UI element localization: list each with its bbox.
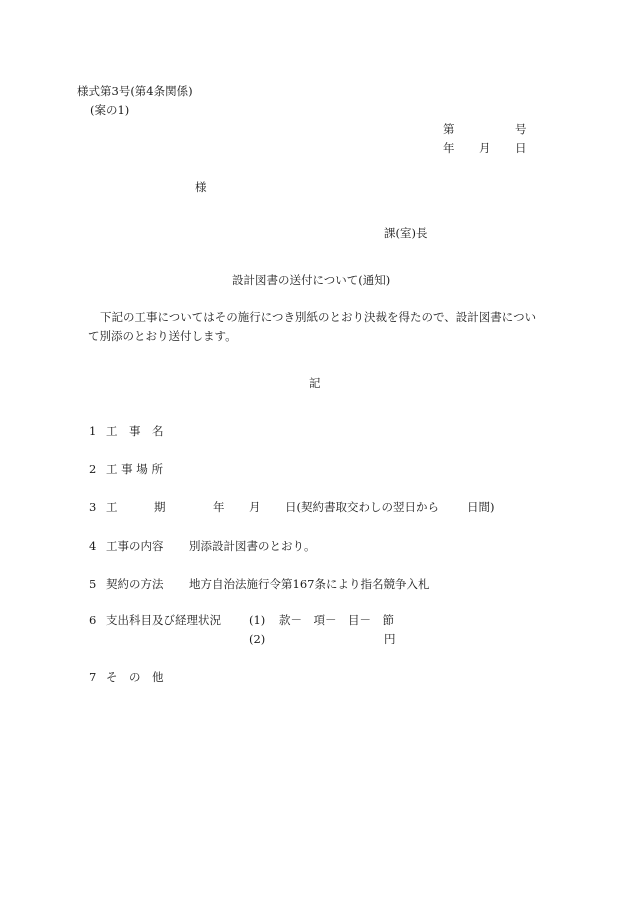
item-3-days: 日間) — [467, 500, 495, 514]
item-3-label: 工 — [106, 500, 118, 514]
item-1-label: 工 事 名 — [106, 424, 164, 438]
form-number: 様式第3号(第4条関係) — [77, 84, 193, 98]
date-month: 月 — [479, 141, 491, 155]
draft-number: (案の1) — [90, 103, 130, 117]
item-6-sub1-value: 款－ 項－ 目－ 節 — [279, 613, 394, 627]
item-3-month: 月 — [249, 500, 261, 514]
item-5-label: 契約の方法 — [106, 577, 164, 591]
sender-title: 課(室)長 — [384, 226, 428, 240]
item-7-number: 7 — [89, 670, 97, 684]
item-4-label: 工事の内容 — [106, 539, 164, 553]
item-3-rest: 日(契約書取交わしの翌日から — [285, 500, 439, 514]
doc-number-prefix: 第 — [443, 122, 455, 136]
body-line-2: て別添のとおり送付します。 — [88, 329, 237, 343]
body-line-1: 下記の工事についてはその施行につき別紙のとおり決裁を得たので、設計図書につい — [100, 310, 537, 324]
item-5-number: 5 — [89, 577, 97, 591]
item-6-number: 6 — [89, 613, 97, 627]
ki-heading: 記 — [309, 376, 321, 390]
item-6-label: 支出科目及び経理状況 — [106, 613, 221, 627]
recipient-honorific: 様 — [195, 180, 207, 194]
item-6-sub2-unit: 円 — [384, 632, 396, 646]
item-2-number: 2 — [89, 462, 97, 476]
item-1-number: 1 — [89, 424, 97, 438]
item-6-sub1-number: (1) — [249, 613, 266, 627]
item-6-sub2-number: (2) — [249, 632, 266, 646]
item-2-label: 工 事 場 所 — [106, 462, 163, 476]
doc-number-suffix: 号 — [515, 122, 527, 136]
item-5-value: 地方自治法施行令第167条により指名競争入札 — [189, 577, 430, 591]
item-3-year: 年 — [213, 500, 225, 514]
document-title: 設計図書の送付について(通知) — [232, 273, 391, 287]
item-3-label-2: 期 — [154, 500, 166, 514]
date-year: 年 — [443, 141, 455, 155]
item-4-value: 別添設計図書のとおり。 — [189, 539, 316, 553]
date-day: 日 — [515, 141, 527, 155]
item-4-number: 4 — [89, 539, 97, 553]
item-3-number: 3 — [89, 500, 97, 514]
item-7-label: そ の 他 — [106, 670, 164, 684]
